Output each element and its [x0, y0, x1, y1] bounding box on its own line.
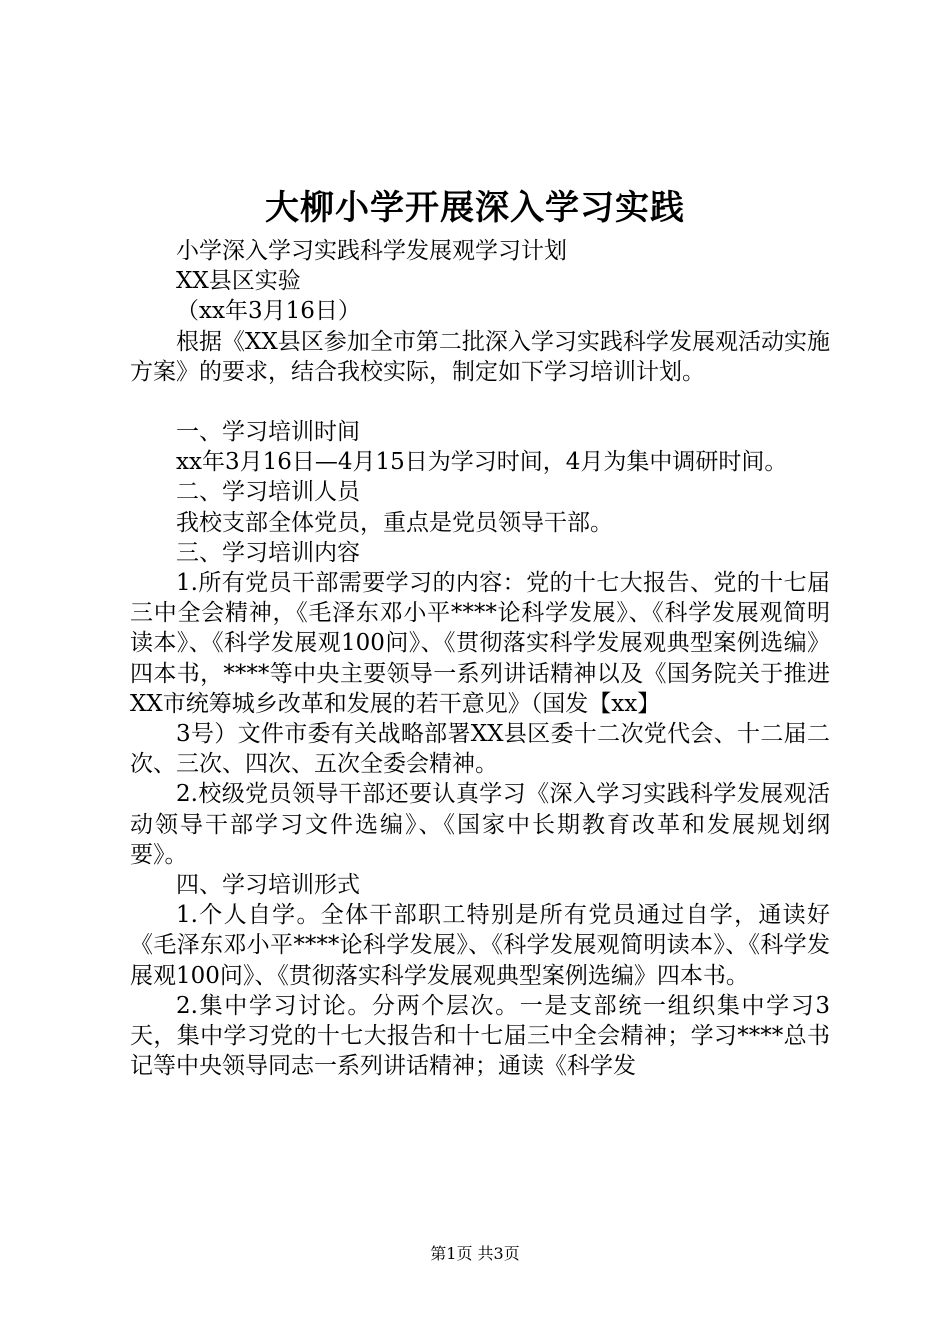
- paragraph-form-2: 2.集中学习讨论。分两个层次。一是支部统一组织集中学习3天，集中学习党的十七大报告和十七届三中全会精神；学习****总书记等中央领导同志一系列讲话精神；通读《科学发: [130, 992, 830, 1080]
- paragraph-content-1: 1.所有党员干部需要学习的内容：党的十七大报告、党的十七届三中全会精神，《毛泽东邓小平****论科学发展》、《科学发展观简明读本》、《科学发展观100问》、《贯彻落实科学发展观典型案例选编》四本书，****等中央主要领导一系列讲话精神以及《国务院关于推进XX市统筹城乡改革和发展的若干意见》（国发【xx】: [130, 570, 830, 717]
- paragraph-form-1: 1.个人自学。全体干部职工特别是所有党员通过自学，通读好《毛泽东邓小平****论科学发展》、《科学发展观简明读本》、《科学发展观100问》、《贯彻落实科学发展观典型案例选编》四本书。: [130, 902, 830, 989]
- paragraph-intro: 根据《XX县区参加全市第二批深入学习实践科学发展观活动实施方案》的要求，结合我校实际，制定如下学习培训计划。: [130, 328, 830, 385]
- document-body: [130, 236, 830, 1081]
- page-number-footer: 第1页 共3页: [430, 1244, 520, 1263]
- paragraph-subtitle: 小学深入学习实践科学发展观学习计划: [176, 238, 567, 264]
- document-title: 大柳小学开展深入学习实践: [265, 188, 685, 228]
- paragraph-content-1-cont: 3号）文件市委有关战略部署XX县区委十二次党代会、十二届二次、三次、四次、五次全委会精神。: [130, 721, 830, 778]
- paragraph-date: （xx年3月16日）: [176, 298, 361, 325]
- section-heading-time: 一、学习培训时间: [176, 419, 360, 446]
- section-heading-personnel: 二、学习培训人员: [176, 479, 360, 506]
- paragraph-personnel: 我校支部全体党员，重点是党员领导干部。: [176, 509, 613, 536]
- section-heading-content: 三、学习培训内容: [176, 539, 360, 566]
- paragraph-time: xx年3月16日—4月15日为学习时间，4月为集中调研时间。: [176, 449, 788, 476]
- section-heading-form: 四、学习培训形式: [176, 872, 360, 899]
- paragraph-content-2: 2.校级党员领导干部还要认真学习《深入学习实践科学发展观活动领导干部学习文件选编》、《国家中长期教育改革和发展规划纲要》。: [130, 781, 830, 868]
- paragraph-organization: XX县区实验: [176, 268, 301, 295]
